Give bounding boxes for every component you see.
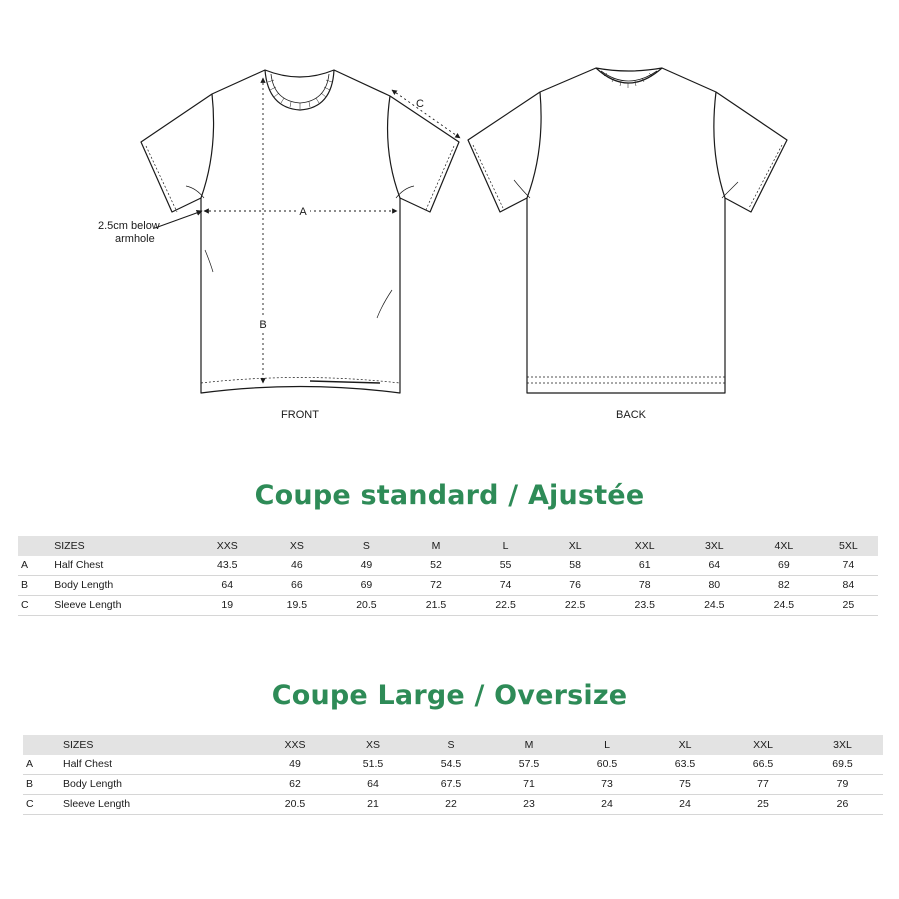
row-code: C [21,599,29,611]
row-code: A [26,758,34,770]
back-label: BACK [616,409,646,421]
row-name: Sleeve Length [63,798,131,810]
table-cell: 19 [221,599,234,611]
table-row [23,795,883,815]
table-cell: 69 [360,579,373,591]
table-row [23,755,883,775]
size-header-l: L [502,539,509,552]
table-cell: 72 [430,579,442,591]
table-cell: 73 [601,778,613,790]
table-cell: 60.5 [596,758,618,770]
table-cell: 62 [289,778,301,790]
back-tshirt-drawing [468,68,787,393]
table-cell: 66.5 [752,758,774,770]
table-row [23,775,883,795]
table-cell: 67.5 [440,778,462,790]
table-cell: 69 [778,559,790,571]
table-cell: 24.5 [773,599,795,611]
row-name: Half Chest [54,559,104,571]
table-cell: 57.5 [518,758,540,770]
oversize-size-table [23,735,883,815]
table-cell: 43.5 [217,559,238,571]
table-cell: 77 [757,778,769,790]
measure-c-label: C [416,98,424,110]
table-cell: 24 [679,798,691,810]
table-cell: 22.5 [564,599,586,611]
size-header-l: L [604,738,610,751]
size-header-xxl: XXL [753,738,773,751]
size-header-s: S [447,738,455,751]
size-header-xl: XL [568,539,582,552]
row-name: Half Chest [63,758,113,770]
table-cell: 21 [367,798,379,810]
size-header-3xl: 3XL [704,539,724,552]
table-cell: 55 [499,559,512,571]
measure-a-label: A [299,206,307,218]
size-header-xs: XS [289,539,304,552]
table-cell: 64 [367,778,379,790]
table-cell: 19.5 [286,599,308,611]
row-name: Body Length [63,778,122,790]
table-cell: 74 [842,559,855,571]
armhole-note-line1: 2.5cm below [98,220,160,232]
table-cell: 24.5 [704,599,725,611]
header-sizes-label: SIZES [63,738,94,751]
table-cell: 64 [221,579,234,591]
size-header-3xl: 3XL [833,738,852,751]
table-cell: 23 [523,798,535,810]
table-row [18,596,878,616]
table-cell: 64 [708,559,721,571]
table-cell: 54.5 [440,758,462,770]
row-code: B [21,579,29,591]
size-header-xxl: XXL [634,539,655,552]
row-code: A [21,559,29,571]
front-label: FRONT [281,409,319,421]
table-cell: 49 [289,758,301,770]
size-header-xl: XL [678,738,692,751]
standard-size-table [18,536,878,616]
row-code: B [26,778,34,790]
table-cell: 58 [569,559,581,571]
size-header-xxs: XXS [216,539,238,552]
table-cell: 82 [778,579,790,591]
armhole-note-line2: armhole [115,233,155,245]
measure-b-label: B [259,319,267,331]
table-cell: 46 [290,559,303,571]
table-header-row [18,536,878,556]
table-header-row [23,735,883,755]
table-cell: 66 [290,579,303,591]
table-cell: 21.5 [425,599,447,611]
table-cell: 20.5 [356,599,377,611]
table-cell: 71 [523,778,535,790]
size-header-s: S [362,539,370,552]
table-cell: 25 [757,798,769,810]
table-cell: 75 [679,778,691,790]
size-header-xxs: XXS [284,738,306,751]
table-cell: 22.5 [495,599,516,611]
table-cell: 80 [708,579,721,591]
row-name: Body Length [54,579,114,591]
table-cell: 84 [842,579,855,591]
table-cell: 78 [638,579,651,591]
table-cell: 79 [836,778,849,790]
header-sizes-label: SIZES [54,539,85,552]
table-cell: 23.5 [634,599,655,611]
oversize-fit-title: Coupe Large / Oversize [271,680,628,711]
table-cell: 61 [638,559,651,571]
front-tshirt-drawing [141,70,460,393]
standard-fit-title: Coupe standard / Ajustée [254,480,645,511]
table-cell: 69.5 [832,758,853,770]
header-code-cell [23,735,61,755]
table-cell: 51.5 [362,758,384,770]
size-header-m: M [524,738,534,751]
size-header-m: M [431,539,441,552]
table-cell: 20.5 [284,798,306,810]
tshirt-measurement-diagram [0,0,899,440]
table-row [18,556,878,576]
table-cell: 22 [445,798,457,810]
header-code-cell [18,536,52,556]
size-header-5xl: 5XL [838,539,858,552]
table-cell: 26 [836,798,849,810]
size-header-xs: XS [365,738,380,751]
table-cell: 63.5 [674,758,696,770]
table-cell: 25 [842,599,855,611]
table-cell: 76 [569,579,581,591]
table-cell: 49 [360,559,373,571]
table-cell: 74 [499,579,512,591]
size-header-4xl: 4XL [774,539,794,552]
table-row [18,576,878,596]
table-cell: 52 [430,559,442,571]
table-cell: 24 [601,798,613,810]
row-name: Sleeve Length [54,599,122,611]
row-code: C [26,798,34,810]
